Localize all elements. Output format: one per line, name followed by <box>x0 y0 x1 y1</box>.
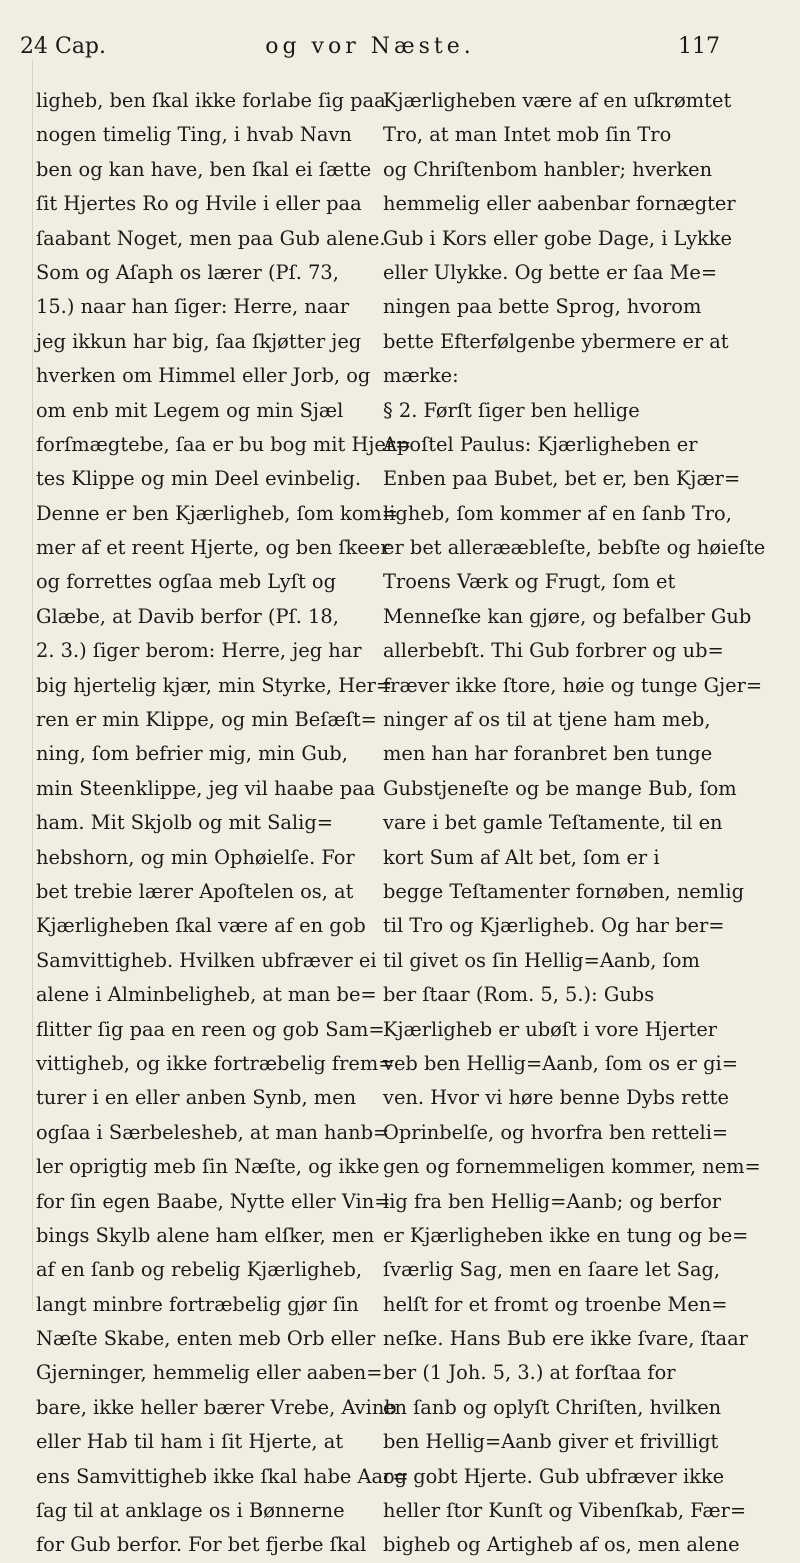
text-line: ben og kan have, ben ſkal ei ſætte <box>36 157 372 181</box>
text-line: Glæbe, at Davib berfor (Pſ. 18, <box>36 604 339 628</box>
text-line: ning, ſom befrier mig, min Gub, <box>36 742 348 766</box>
text-line: ſaabant Noget, men paa Gub alene. <box>36 226 386 250</box>
text-line: bet trebie lærer Apoſtelen os, at <box>36 879 354 903</box>
text-line: Apoſtel Paulus: Kjærligheben er <box>383 432 698 456</box>
text-line: Oprinbelſe, og hvorfra ben retteli= <box>383 1120 729 1144</box>
running-title: og vor Næste. <box>265 34 475 59</box>
text-line: for Gub berfor. For bet fjerbe ſkal <box>36 1533 367 1557</box>
text-line: ogſaa i Særbelesheb, at man hanb= <box>36 1120 390 1144</box>
text-line: Gjerninger, hemmelig eller aaben= <box>36 1361 383 1385</box>
text-line: Troens Værk og Frugt, ſom et <box>383 570 676 594</box>
text-line: heller ſtor Kunſt og Vibenſkab, Fær= <box>383 1499 747 1523</box>
text-line: ren er min Klippe, og min Beſæſt= <box>36 708 377 732</box>
text-line: langt minbre fortræbelig gjør ſin <box>36 1292 359 1316</box>
text-line: min Steenklippe, jeg vil haabe paa <box>36 776 376 800</box>
text-line: gen og fornemmeligen kommer, nem= <box>383 1155 761 1179</box>
text-line: Kjærligheb er ubøſt i vore Hjerter <box>383 1017 718 1041</box>
text-line: Næſte Skabe, enten meb Orb eller <box>36 1327 376 1351</box>
text-line: eller Ulykke. Og bette er ſaa Me= <box>383 260 718 284</box>
running-header <box>20 30 720 64</box>
text-line: Kjærligheben ſkal være af en gob <box>36 914 366 938</box>
text-line: ligheb, ſom kommer af en ſanb Tro, <box>383 501 732 525</box>
text-line: neſke. Hans Bub ere ikke ſvare, ſtaar <box>383 1327 748 1351</box>
text-line: vittigheb, og ikke fortræbelig frem= <box>36 1051 395 1075</box>
page-margin-edge <box>32 60 33 1310</box>
text-line: bings Skylb alene ham elſker, men <box>36 1223 375 1247</box>
text-line: Gubstjeneſte og be mange Bub, ſom <box>383 776 737 800</box>
text-line: forſmægtebe, ſaa er bu bog mit Hjer= <box>36 432 412 456</box>
text-line: ſit Hjertes Ro og Hvile i eller paa <box>36 192 362 216</box>
text-line: mer af et reent Hjerte, og ben ſkeer <box>36 536 390 560</box>
text-line: ber (1 Joh. 5, 3.) at forſtaa for <box>383 1361 676 1385</box>
text-line: Menneſke kan gjøre, og befalber Gub <box>383 604 752 628</box>
text-line: ens Samvittigheb ikke ſkal habe Aar= <box>36 1464 409 1488</box>
text-line: alene i Alminbeligheb, at man be= <box>36 983 377 1007</box>
text-line: turer i en eller anben Synb, men <box>36 1086 357 1110</box>
text-line: Tro, at man Intet mob ſin Tro <box>383 123 672 147</box>
text-line: hemmelig eller aabenbar fornægter <box>383 192 736 216</box>
text-line: lig fra ben Hellig=Aanb; og berfor <box>383 1189 722 1213</box>
text-line: en ſanb og oplyſt Chriſten, hvilken <box>383 1395 722 1419</box>
text-line: helſt for et fromt og troenbe Men= <box>383 1292 728 1316</box>
text-line: ninger af os til at tjene ham meb, <box>383 708 711 732</box>
text-line: jeg ikkun har big, ſaa ſkjøtter jeg <box>36 329 362 353</box>
text-line: og gobt Hjerte. Gub ubfræver ikke <box>383 1464 725 1488</box>
text-line: ben Hellig=Aanb giver et frivilligt <box>383 1430 719 1454</box>
chapter-reference: 24 Cap. <box>20 34 107 59</box>
text-line: og forrettes ogſaa meb Lyſt og <box>36 570 336 594</box>
text-line: § 2. Førſt ſiger ben hellige <box>383 398 640 422</box>
text-line: flitter ſig paa en reen og gob Sam= <box>36 1017 385 1041</box>
right-text-column <box>383 84 766 1563</box>
text-line: eller Hab til ham i ſit Hjerte, at <box>36 1430 344 1454</box>
text-line: allerbebſt. Thi Gub forbrer og ub= <box>383 639 724 663</box>
text-line: vare i bet gamle Teſtamente, til en <box>383 811 723 835</box>
text-line: til Tro og Kjærligheb. Og har ber= <box>383 914 725 938</box>
text-line: ningen paa bette Sprog, hvorom <box>383 295 702 319</box>
text-line: Enben paa Bubet, bet er, ben Kjær= <box>383 467 741 491</box>
text-line: kort Sum af Alt bet, ſom er i <box>383 845 660 869</box>
text-line: men han har foranbret ben tunge <box>383 742 713 766</box>
text-line: Som og Aſaph os lærer (Pſ. 73, <box>36 260 339 284</box>
text-line: mærke: <box>383 364 459 388</box>
left-text-column <box>36 84 412 1563</box>
text-line: Kjærligheben være af en uſkrømtet <box>383 89 732 112</box>
text-line: er bet allerææbleſte, bebſte og høieſte <box>383 536 766 560</box>
text-line: veb ben Hellig=Aanb, ſom os er gi= <box>383 1051 738 1075</box>
text-line: nogen timelig Ting, i hvab Navn <box>36 123 352 147</box>
text-line: og Chriſtenbom hanbler; hverken <box>383 157 713 181</box>
text-line: Gub i Kors eller gobe Dage, i Lykke <box>383 226 733 250</box>
text-line: begge Teſtamenter fornøben, nemlig <box>383 879 744 903</box>
text-line: bare, ikke heller bærer Vrebe, Avinb <box>36 1395 397 1419</box>
text-line: ſværlig Sag, men en ſaare let Sag, <box>383 1258 721 1282</box>
text-line: for ſin egen Baabe, Nytte eller Vin= <box>36 1189 391 1213</box>
text-line: hverken om Himmel eller Jorb, og <box>36 364 371 388</box>
text-line: ham. Mit Skjolb og mit Salig= <box>36 811 333 835</box>
text-line: er Kjærligheben ikke en tung og be= <box>383 1223 749 1247</box>
text-line: 2. 3.) ſiger berom: Herre, jeg har <box>36 639 362 663</box>
text-line: ven. Hvor vi høre benne Dybs rette <box>383 1086 729 1110</box>
text-line: bigheb og Artigheb af os, men alene <box>383 1533 740 1557</box>
text-line: af en ſanb og rebelig Kjærligheb, <box>36 1258 363 1282</box>
text-line: ler oprigtig meb ſin Næſte, og ikke <box>36 1155 380 1179</box>
text-line: ber ſtaar (Rom. 5, 5.): Gubs <box>383 983 655 1007</box>
text-line: hebshorn, og min Ophøielſe. For <box>36 845 355 869</box>
text-line: fræver ikke ſtore, høie og tunge Gjer= <box>383 673 763 697</box>
text-line: 15.) naar han ſiger: Herre, naar <box>36 295 350 319</box>
text-line: ligheb, ben ſkal ikke forlabe ſig paa <box>36 89 386 112</box>
text-line: tes Klippe og min Deel evinbelig. <box>36 467 362 491</box>
text-line: bette Efterfølgenbe ybermere er at <box>383 329 729 353</box>
page-number: 117 <box>678 34 720 59</box>
text-line: Samvittigheb. Hvilken ubfræver ei <box>36 948 377 972</box>
text-line: Denne er ben Kjærligheb, ſom kom= <box>36 501 399 525</box>
text-line: ſag til at anklage os i Bønnerne <box>36 1499 345 1523</box>
text-line: til givet os ſin Hellig=Aanb, ſom <box>383 948 700 972</box>
text-line: om enb mit Legem og min Sjæl <box>36 398 344 422</box>
text-line: big hjertelig kjær, min Styrke, Her= <box>36 673 393 697</box>
